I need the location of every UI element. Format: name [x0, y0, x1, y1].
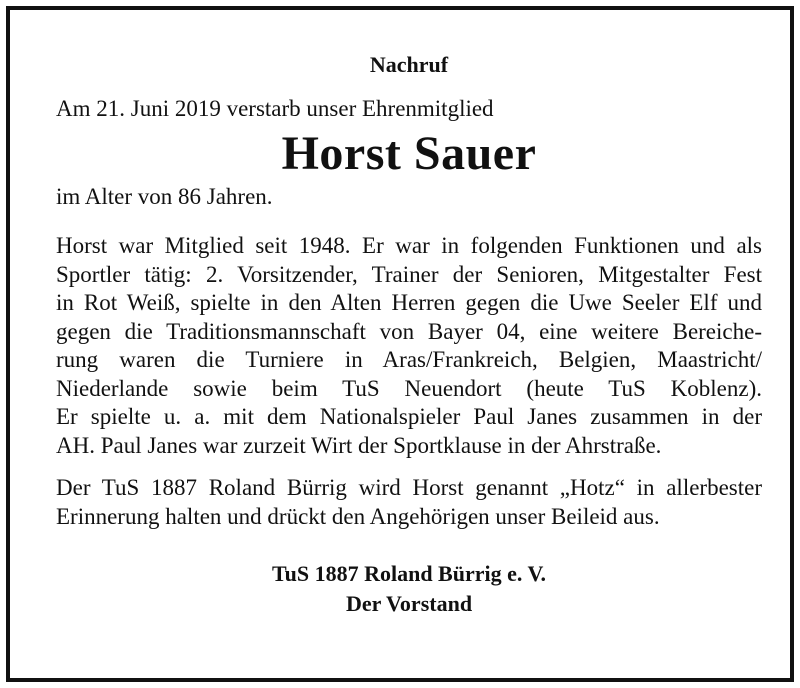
paragraph-line: rung waren die Turniere in Aras/Frankreich, Belgien, Maastricht/	[56, 347, 762, 372]
age-line: im Alter von 86 Jahren.	[56, 184, 273, 209]
paragraph-line: Horst war Mitglied seit 1948. Er war in folgenden Funktionen und als	[56, 233, 762, 258]
paragraph-line: AH. Paul Janes war zurzeit Wirt der Sportklause in der Ahrstraße.	[56, 432, 662, 458]
paragraph-line: Er spielte u. a. mit dem Nationalspieler Paul Janes zusammen in der	[56, 404, 762, 429]
paragraph-line: gegen die Traditionsmannschaft von Bayer 04, eine weitere Bereiche-	[56, 318, 762, 344]
paragraph-line: Niederlande sowie beim TuS Neuendort (heute TuS Koblenz).	[56, 375, 762, 401]
deceased-name: Horst Sauer	[281, 127, 537, 180]
signature-role: Der Vorstand	[345, 591, 473, 616]
paragraph-line: in Rot Weiß, spielte in den Alten Herren gegen die Uwe Seeler Elf und	[56, 290, 762, 315]
signature-organization: TuS 1887 Roland Bürrig e. V.	[271, 561, 547, 586]
biography-paragraph	[56, 232, 762, 460]
condolence-paragraph	[56, 474, 762, 531]
notice-content	[56, 50, 762, 619]
intro-line: Am 21. Juni 2019 verstarb unser Ehrenmitglied	[56, 96, 494, 121]
paragraph-line: Erinnerung halten und drückt den Angehörigen unser Beileid aus.	[56, 503, 660, 529]
paragraph-line: Sportler tätig: 2. Vorsitzender, Trainer der Senioren, Mitgestalter Fest	[56, 261, 762, 287]
paragraph-line: Der TuS 1887 Roland Bürrig wird Horst genannt „Hotz“ in allerbester	[56, 475, 762, 500]
notice-frame	[6, 6, 794, 682]
notice-heading: Nachruf	[369, 52, 449, 77]
signature-block	[56, 559, 762, 619]
